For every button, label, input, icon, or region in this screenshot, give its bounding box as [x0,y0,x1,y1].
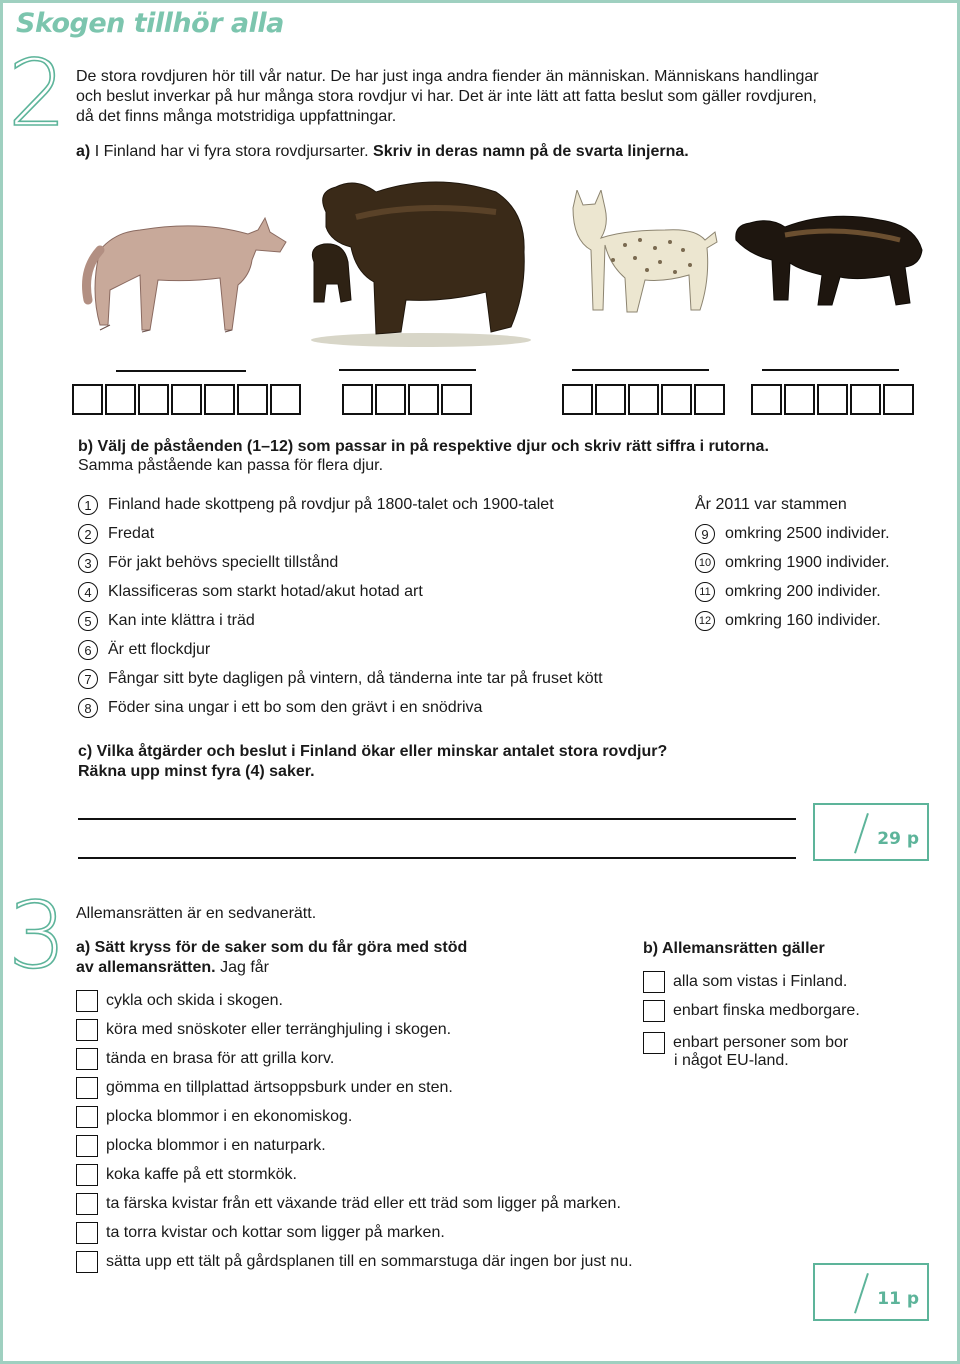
statement-number: 1 [78,495,98,515]
population-text: omkring 2500 individer. [725,525,890,542]
answer-box[interactable] [204,384,235,415]
answer-box[interactable] [562,384,593,415]
checkbox-label: plocka blommor i en naturpark. [106,1137,326,1154]
answer-box[interactable] [270,384,301,415]
question-c-line-1: c) Vilka åtgärder och beslut i Finland ökar eller minskar antalet stora rovdjur? [78,743,668,760]
score-slash [854,813,869,854]
checkbox-row-8 [76,1192,621,1216]
statement-number: 2 [78,524,98,544]
checkbox[interactable] [76,1106,98,1128]
question-a-instruction: Skriv in deras namn på de svarta linjerna. [373,143,689,160]
b-checkbox-row-2 [643,999,860,1023]
question-3a-bold: av allemansrätten. [76,959,216,976]
population-11 [695,581,881,603]
answer-box[interactable] [751,384,782,415]
score-points: 11 p [877,1289,919,1309]
checkbox[interactable] [643,1032,665,1054]
checkbox-label: ta färska kvistar från ett växande träd eller ett träd som ligger på marken. [106,1195,621,1212]
question-c-line-2: Räkna upp minst fyra (4) saker. [78,763,315,780]
intro-line-3: då det finns många motstridiga uppfattningar. [76,108,397,125]
population-title: År 2011 var stammen [695,496,847,513]
statement-1 [78,494,554,516]
question-b-line-1: b) Välj de påståenden (1–12) som passar in på respektive djur och skriv rätt siffra i rutorna. [78,438,769,455]
answer-box[interactable] [661,384,692,415]
statement-number: 5 [78,611,98,631]
answer-boxes-wolverine [751,384,916,415]
statement-4 [78,581,423,603]
answer-box[interactable] [694,384,725,415]
statement-text: Klassificeras som starkt hotad/akut hotad art [108,583,423,600]
wolf-illustration [80,190,290,340]
answer-boxes-lynx [562,384,727,415]
checkbox-row-5 [76,1105,352,1129]
statement-7 [78,668,603,690]
statement-text: För jakt behövs speciellt tillstånd [108,554,339,571]
checkbox-row-2 [76,1018,451,1042]
checkbox-label: enbart finska medborgare. [673,1002,860,1019]
answer-box[interactable] [105,384,136,415]
statement-2 [78,523,154,545]
answer-box[interactable] [883,384,914,415]
score-box-section-3 [813,1263,929,1321]
section-number-2: 2 [8,40,67,147]
checkbox-row-7 [76,1163,297,1187]
answer-box[interactable] [342,384,373,415]
statement-3 [78,552,338,574]
statement-5 [78,610,255,632]
statement-text: Är ett flockdjur [108,641,211,658]
question-3b-title: b) Allemansrätten gäller [643,940,825,957]
statement-number: 6 [78,640,98,660]
question-3a-line-1: a) Sätt kryss för de saker som du får göra med stöd [76,939,468,956]
lynx-illustration [565,190,720,320]
checkbox-label-continued: i något EU-land. [674,1052,789,1069]
checkbox[interactable] [76,1135,98,1157]
checkbox-row-1 [76,989,283,1013]
statement-number: 9 [695,524,715,544]
checkbox-label: enbart personer som bor [673,1034,849,1051]
checkbox-row-3 [76,1047,334,1071]
checkbox-label: gömma en tillplattad ärtsoppsburk under en sten. [106,1079,453,1096]
answer-box[interactable] [237,384,268,415]
section-number-3: 3 [8,882,67,989]
statement-8 [78,697,482,719]
checkbox[interactable] [76,1077,98,1099]
answer-line-wolverine[interactable] [762,369,899,371]
checkbox-label: tända en brasa för att grilla korv. [106,1050,335,1067]
statement-text: Fångar sitt byte dagligen på vintern, då tänderna inte tar på fruset kött [108,670,603,687]
checkbox[interactable] [643,971,665,993]
statement-text: Fredat [108,525,155,542]
population-10 [695,552,890,574]
answer-box[interactable] [628,384,659,415]
score-points: 29 p [877,829,919,849]
answer-box[interactable] [171,384,202,415]
question-3a-line-2 [76,958,269,978]
intro-line-2: och beslut inverkar på hur många stora rovdjur vi har. Det är inte lätt att fatta beslut som gäller rovdjuren, [76,88,817,105]
population-text: omkring 160 individer. [725,612,881,629]
answer-box[interactable] [850,384,881,415]
answer-box[interactable] [375,384,406,415]
answer-boxes-bear [342,384,474,415]
answer-box[interactable] [784,384,815,415]
section3-intro: Allemansrätten är en sedvanerätt. [76,905,317,922]
answer-box[interactable] [817,384,848,415]
checkbox-row-6 [76,1134,326,1158]
answer-box[interactable] [595,384,626,415]
score-box-section-2 [813,803,929,861]
population-9 [695,523,890,545]
question-a [76,142,689,162]
statement-text: Finland hade skottpeng på rovdjur på 1800-talet och 1900-talet [108,496,554,513]
statement-text: Kan inte klättra i träd [108,612,255,629]
answer-box[interactable] [408,384,439,415]
checkbox-row-10 [76,1250,633,1274]
checkbox[interactable] [76,1193,98,1215]
checkbox-label: sätta upp ett tält på gårdsplanen till en sommarstuga där ingen bor just nu. [106,1253,633,1270]
answer-box[interactable] [441,384,472,415]
population-text: omkring 200 individer. [725,583,881,600]
checkbox-label: alla som vistas i Finland. [673,973,848,990]
statement-number: 10 [695,553,715,573]
statement-number: 12 [695,611,715,631]
checkbox[interactable] [643,1000,665,1022]
checkbox-label: cykla och skida i skogen. [106,992,283,1009]
population-text: omkring 1900 individer. [725,554,890,571]
checkbox[interactable] [76,1019,98,1041]
statement-text: Föder sina ungar i ett bo som den grävt i en snödriva [108,699,483,716]
statement-number: 4 [78,582,98,602]
b-checkbox-row-1 [643,970,847,994]
checkbox[interactable] [76,1048,98,1070]
question-a-label: a) [76,143,91,160]
statement-number: 7 [78,669,98,689]
population-12 [695,610,881,632]
score-slash [854,1273,869,1314]
answer-line-c-1[interactable] [78,818,796,820]
answer-box[interactable] [72,384,103,415]
checkbox[interactable] [76,1251,98,1273]
answer-boxes-wolf [72,384,303,415]
statement-number: 11 [695,582,715,602]
bear-illustration [296,172,536,347]
checkbox-label: köra med snöskoter eller terränghjuling i skogen. [106,1021,452,1038]
checkbox[interactable] [76,990,98,1012]
answer-line-bear[interactable] [339,369,476,371]
answer-line-wolf[interactable] [116,370,246,372]
page-title: Skogen tillhör alla [16,8,284,39]
intro-line-1: De stora rovdjuren hör till vår natur. De har just inga andra fiender än människan. Människans handlingar [76,68,819,85]
question-a-text: I Finland har vi fyra stora rovdjursarter. [94,143,369,160]
question-b-line-2: Samma påstående kan passa för flera djur. [78,457,384,474]
checkbox[interactable] [76,1164,98,1186]
statement-number: 3 [78,553,98,573]
checkbox-label: plocka blommor i en ekonomiskog. [106,1108,353,1125]
checkbox-label: koka kaffe på ett stormkök. [106,1166,297,1183]
checkbox-row-9 [76,1221,445,1245]
question-3a-rest: Jag får [215,959,269,976]
checkbox-label: ta torra kvistar och kottar som ligger på marken. [106,1224,445,1241]
answer-box[interactable] [138,384,169,415]
statement-number: 8 [78,698,98,718]
checkbox-row-4 [76,1076,453,1100]
answer-line-lynx[interactable] [572,369,709,371]
answer-line-c-2[interactable] [78,857,796,859]
wolverine-illustration [730,205,925,315]
statement-6 [78,639,210,661]
checkbox[interactable] [76,1222,98,1244]
